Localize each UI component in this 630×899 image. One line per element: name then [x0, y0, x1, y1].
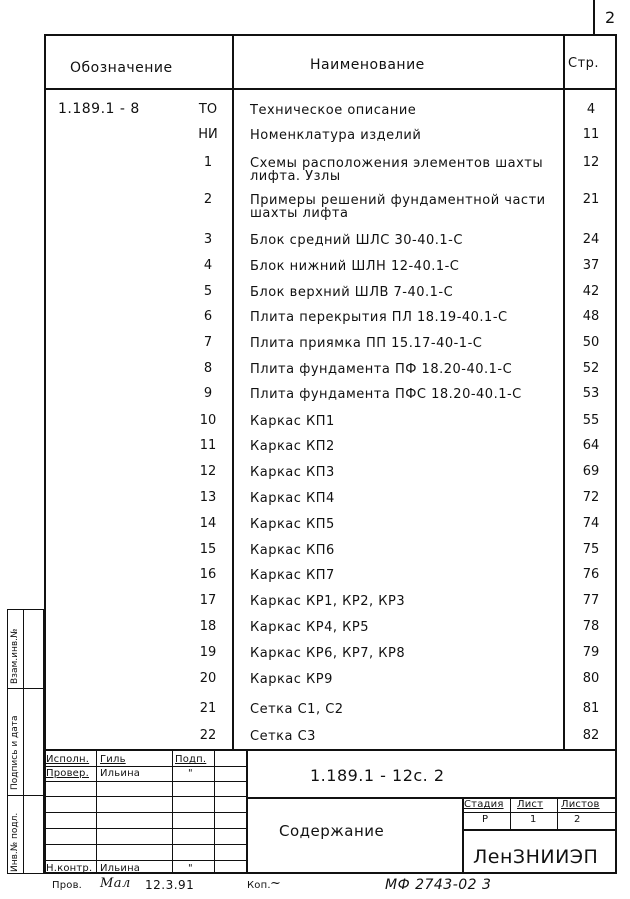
row-code: 5	[203, 284, 213, 299]
header-page: Стр.	[568, 56, 600, 71]
row-page: 78	[582, 619, 600, 634]
tb-stage-div-2	[557, 797, 558, 829]
tb-sheets-label: Листов	[561, 799, 600, 810]
row-name: Каркас КП6	[250, 543, 335, 558]
tb-hline-2	[44, 781, 246, 782]
row-code: 12	[199, 464, 217, 479]
row-code: 13	[199, 490, 217, 505]
row-code: 14	[199, 516, 217, 531]
header-name: Наименование	[310, 57, 425, 73]
row-code: 9	[203, 386, 213, 401]
row-name: Блок средний ШЛС 30-40.1-С	[250, 233, 463, 248]
row-name: Каркас КП3	[250, 465, 335, 480]
row-name: Схемы расположения элементов шахты	[250, 156, 544, 171]
tb-role-developer: Исполн.	[46, 754, 90, 765]
row-name: Плита фундамента ПФС 18.20-40.1-С	[250, 387, 522, 402]
side-stamp-original-inv: Инв.№ подл.	[10, 812, 20, 872]
row-page: 12	[582, 155, 600, 170]
row-name: Блок верхний ШЛВ 7-40.1-С	[250, 285, 454, 300]
tb-sheets-value: 2	[574, 814, 581, 825]
row-name: Каркас КП5	[250, 517, 335, 532]
tb-stage-value: Р	[482, 814, 489, 825]
tb-name-developer: Гиль	[100, 754, 126, 765]
row-page: 74	[582, 516, 600, 531]
tb-document-number: 1.189.1 - 12с. 2	[310, 766, 445, 785]
tb-document-title: Содержание	[279, 822, 385, 840]
row-code: 19	[199, 645, 217, 660]
column-divider-2	[563, 34, 565, 750]
row-code: 17	[199, 593, 217, 608]
tb-stage-bottom	[462, 829, 617, 831]
footer-copied-label: Коп.	[247, 880, 271, 891]
row-page: 75	[582, 542, 600, 557]
row-name: Примеры решений фундаментной части	[250, 193, 546, 208]
row-code: 11	[199, 438, 217, 453]
tb-stage-mid	[462, 812, 617, 813]
row-name: Блок нижний ШЛН 12-40.1-С	[250, 259, 460, 274]
side-stamp-frame-inner	[23, 609, 44, 874]
row-name: Каркас КР9	[250, 672, 333, 687]
tb-sign-normcontrol: "	[188, 863, 193, 874]
tb-sign-label: Подп.	[175, 754, 207, 765]
footer-date: 12.3.91	[145, 878, 195, 892]
row-page: 52	[582, 361, 600, 376]
row-name: Плита приямка ПП 15.17-40-1-С	[250, 336, 483, 351]
tb-hline-7	[44, 860, 246, 861]
row-page: 80	[582, 671, 600, 686]
row-code: НИ	[198, 127, 218, 142]
document-code: 1.189.1 - 8	[58, 101, 140, 117]
tb-vline-4	[246, 749, 248, 874]
row-page: 48	[582, 309, 600, 324]
row-page: 24	[582, 232, 600, 247]
tb-sign-checker: "	[188, 768, 193, 779]
tb-hline-4	[44, 812, 246, 813]
tb-hline-6	[44, 844, 246, 845]
row-page: 79	[582, 645, 600, 660]
title-block-top-line	[44, 749, 617, 751]
row-page: 11	[582, 127, 600, 142]
side-stamp-replace-inv: Взам.инв.№	[10, 628, 20, 684]
row-code: 1	[203, 155, 213, 170]
side-stamp-div-1	[7, 688, 44, 689]
row-code: 22	[199, 728, 217, 743]
row-code: ТО	[198, 102, 218, 117]
row-page: 76	[582, 567, 600, 582]
row-page: 53	[582, 386, 600, 401]
row-code: 3	[203, 232, 213, 247]
header-divider	[44, 88, 617, 90]
side-stamp-div-2	[7, 795, 44, 796]
row-name-continued: лифта. Узлы	[250, 169, 341, 184]
row-name: Каркас КП7	[250, 568, 335, 583]
row-page: 4	[586, 102, 596, 117]
footer-copy-signature: ~	[270, 876, 281, 891]
row-code: 16	[199, 567, 217, 582]
tb-hline-5	[44, 828, 246, 829]
tb-sheet-label: Лист	[517, 799, 544, 810]
row-page: 82	[582, 728, 600, 743]
sheet-number-box-border	[593, 0, 595, 34]
footer-checked-label: Пров.	[52, 880, 83, 891]
row-name: Плита перекрытия ПЛ 18.19-40.1-С	[250, 310, 508, 325]
sheet-number: 2	[605, 8, 616, 27]
tb-name-normcontrol: Ильина	[100, 863, 141, 874]
row-code: 4	[203, 258, 213, 273]
row-name: Номенклатура изделий	[250, 128, 422, 143]
row-page: 21	[582, 192, 600, 207]
row-code: 7	[203, 335, 213, 350]
row-name-continued: шахты лифта	[250, 206, 349, 221]
row-page: 81	[582, 701, 600, 716]
row-code: 10	[199, 413, 217, 428]
tb-organization: ЛенЗНИИЭП	[473, 846, 599, 868]
row-name: Плита фундамента ПФ 18.20-40.1-С	[250, 362, 513, 377]
row-code: 6	[203, 309, 213, 324]
row-page: 55	[582, 413, 600, 428]
row-code: 8	[203, 361, 213, 376]
row-name: Каркас КР4, КР5	[250, 620, 369, 635]
row-code: 18	[199, 619, 217, 634]
row-name: Сетка С3	[250, 729, 316, 744]
tb-hline-1	[44, 766, 246, 767]
footer-archive-number: МФ 2743-02 3	[385, 877, 492, 893]
side-stamp-sign-date: Подпись и дата	[10, 715, 20, 790]
row-name: Каркас КП4	[250, 491, 335, 506]
tb-role-normcontrol: Н.контр.	[46, 863, 93, 874]
row-name: Каркас КП2	[250, 439, 335, 454]
tb-sheet-value: 1	[530, 814, 537, 825]
row-name: Каркас КР6, КР7, КР8	[250, 646, 406, 661]
row-page: 69	[582, 464, 600, 479]
row-page: 37	[582, 258, 600, 273]
tb-role-checker: Провер.	[46, 768, 89, 779]
row-name: Техническое описание	[250, 103, 417, 118]
row-name: Каркас КР1, КР2, КР3	[250, 594, 406, 609]
row-page: 64	[582, 438, 600, 453]
tb-stage-label: Стадия	[464, 799, 504, 810]
tb-hline-3	[44, 796, 246, 797]
row-name: Каркас КП1	[250, 414, 335, 429]
row-code: 2	[203, 192, 213, 207]
row-page: 72	[582, 490, 600, 505]
tb-name-checker: Ильина	[100, 768, 141, 779]
row-name: Сетка С1, С2	[250, 702, 344, 717]
tb-stage-div-1	[510, 797, 511, 829]
header-designation: Обозначение	[70, 60, 173, 76]
row-code: 15	[199, 542, 217, 557]
row-page: 42	[582, 284, 600, 299]
row-code: 20	[199, 671, 217, 686]
row-page: 50	[582, 335, 600, 350]
column-divider-1	[232, 34, 234, 750]
row-code: 21	[199, 701, 217, 716]
footer-checked-signature: Мал	[100, 876, 131, 891]
row-page: 77	[582, 593, 600, 608]
